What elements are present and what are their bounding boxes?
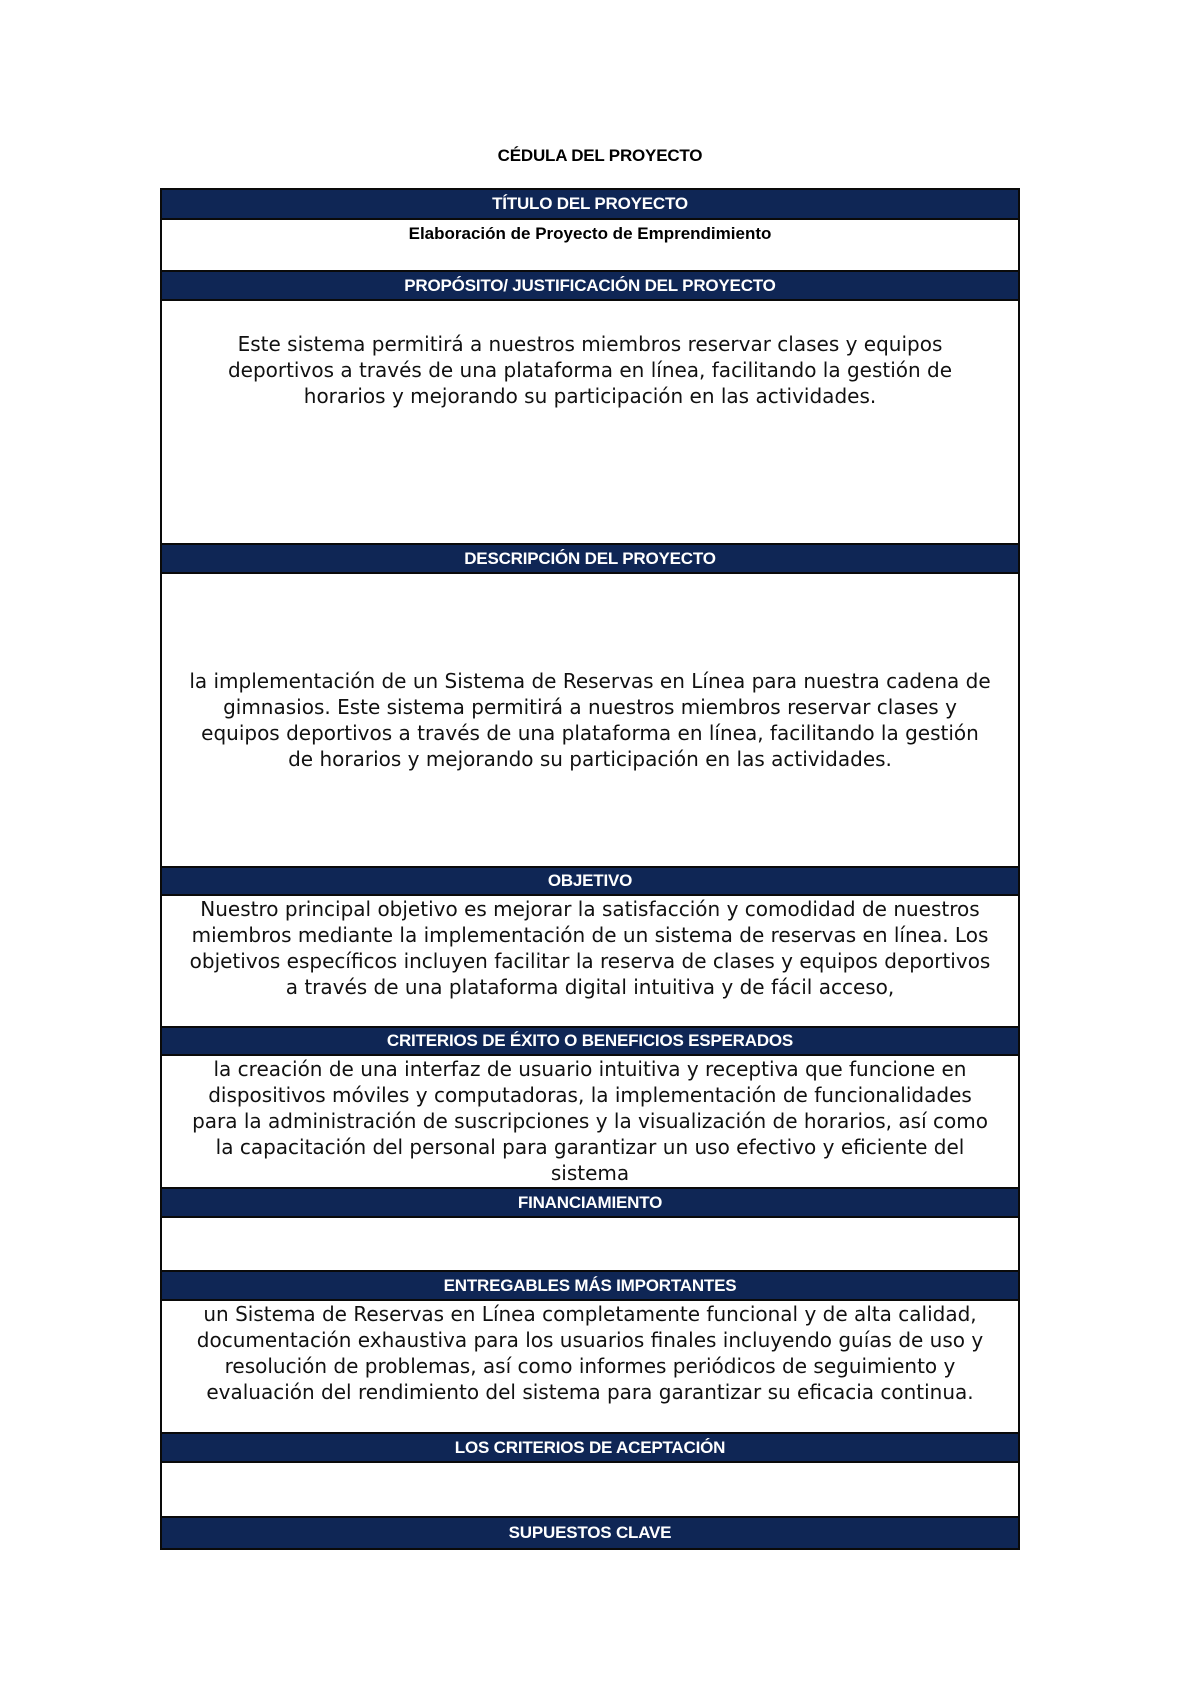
purpose-text: Este sistema permitirá a nuestros miembros reservar clases y equipos deportivos a través de una plataforma en línea, facilitando la gestión de horarios y mejorando su participación en las actividades. (227, 332, 953, 408)
section-cell-entregables (162, 1301, 1018, 1434)
section-header-criterios-exito: CRITERIOS DE ÉXITO O BENEFICIOS ESPERADOS (162, 1028, 1018, 1056)
section-cell-titulo (162, 220, 1018, 272)
section-cell-aceptacion (162, 1463, 1018, 1518)
section-header-objetivo: OBJETIVO (162, 868, 1018, 896)
description-text: la implementación de un Sistema de Reservas en Línea para nuestra cadena de gimnasios. Este sistema permitirá a nuestros miembros reservar clases y equipos deportivos a través de una plataforma en línea, facilitando la gestión de horarios y mejorando su participación en las actividades. (189, 669, 991, 771)
section-header-aceptacion: LOS CRITERIOS DE ACEPTACIÓN (162, 1434, 1018, 1463)
project-title-value: Elaboración de Proyecto de Emprendimiento (408, 224, 772, 243)
section-header-descripcion: DESCRIPCIÓN DEL PROYECTO (162, 545, 1018, 574)
section-header-entregables: ENTREGABLES MÁS IMPORTANTES (162, 1272, 1018, 1301)
section-cell-financiamiento (162, 1218, 1018, 1272)
section-header-financiamiento: FINANCIAMIENTO (162, 1189, 1018, 1218)
section-header-titulo: TÍTULO DEL PROYECTO (162, 190, 1018, 220)
section-cell-criterios-exito (162, 1056, 1018, 1189)
section-cell-proposito (162, 301, 1018, 545)
document-title: CÉDULA DEL PROYECTO (497, 146, 703, 165)
section-cell-descripcion (162, 574, 1018, 868)
deliverables-text: un Sistema de Reservas en Línea completamente funcional y de alta calidad, documentación exhaustiva para los usuarios finales incluyendo guías de uso y resolución de problemas, así como informes periódicos de seguimiento y evaluación del rendimiento del sistema para garantizar su eficacia continua. (196, 1302, 984, 1404)
section-header-proposito: PROPÓSITO/ JUSTIFICACIÓN DEL PROYECTO (162, 272, 1018, 301)
success-criteria-text: la creación de una interfaz de usuario intuitiva y receptiva que funcione en dispositivos móviles y computadoras, la implementación de funcionalidades para la administración de suscripciones y la visualización de horarios, así como la capacitación del personal para garantizar un uso efectivo y eficiente del sistema (192, 1057, 988, 1185)
section-header-supuestos: SUPUESTOS CLAVE (162, 1518, 1018, 1548)
section-cell-objetivo (162, 896, 1018, 1028)
project-charter-table (160, 188, 1020, 1550)
objective-text: Nuestro principal objetivo es mejorar la satisfacción y comodidad de nuestros miembros mediante la implementación de un sistema de reservas en línea. Los objetivos específicos incluyen facilitar la reserva de clases y equipos deportivos a través de una plataforma digital intuitiva y de fácil acceso, (189, 897, 991, 999)
